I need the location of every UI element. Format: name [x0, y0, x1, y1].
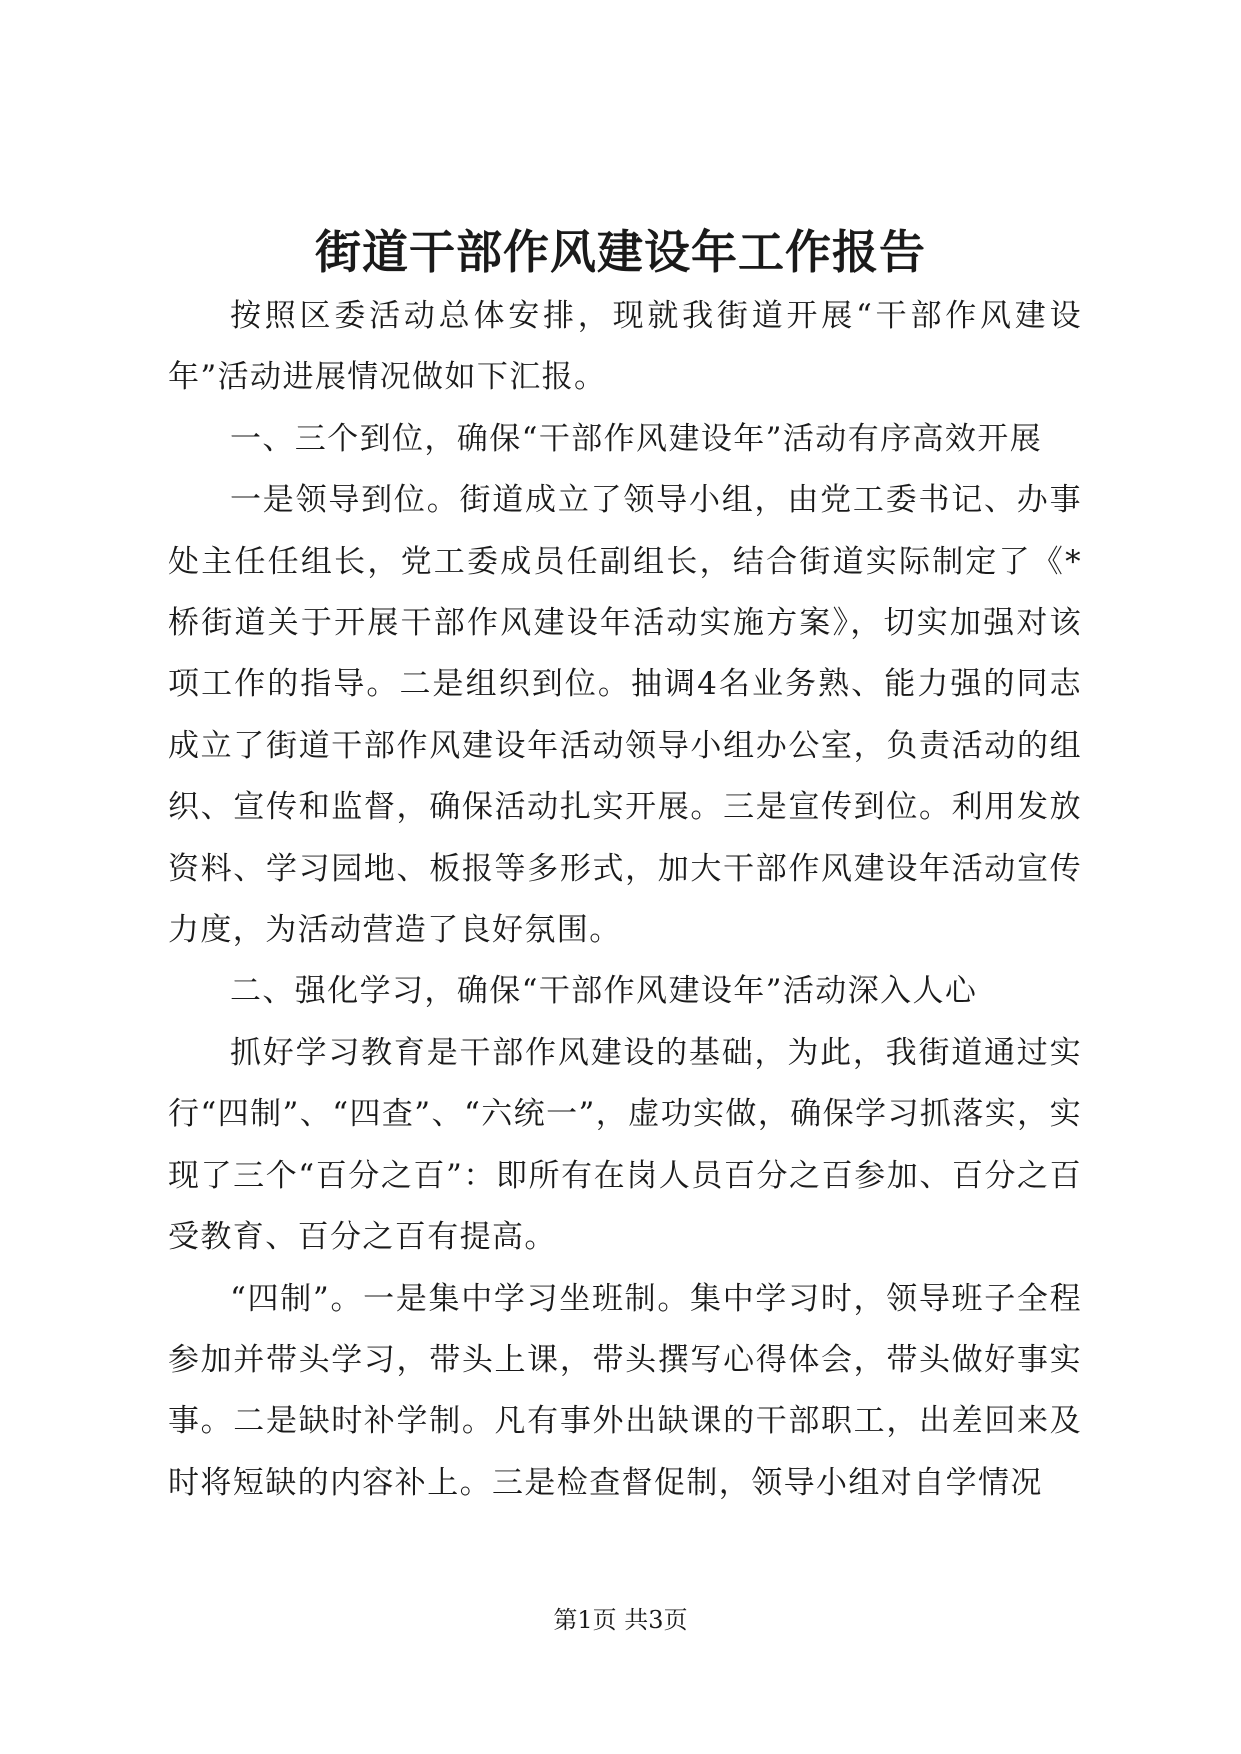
document-title: 街道干部作风建设年工作报告: [315, 225, 926, 279]
paragraph-intro: 按照区委活动总体安排，现就我街道开展“干部作风建设年”活动进展情况做如下汇报。: [168, 298, 1082, 396]
paragraph-four-systems: “四制”。一是集中学习坐班制。集中学习时，领导班子全程参加并带头学习，带头上课，带头撰写心得体会，带头做好事实事。二是缺时补学制。凡有事外出缺课的干部职工，出差回来及时将短缺的内容补上。三是检查督促制，领导小组对自学情况: [168, 1280, 1082, 1501]
page-number-footer: 第1页 共3页: [553, 1606, 688, 1634]
section-heading-1: 一、三个到位，确保“干部作风建设年”活动有序高效开展: [230, 420, 1043, 457]
paragraph-leadership: 一是领导到位。街道成立了领导小组，由党工委书记、办事处主任任组长，党工委成员任副组长，结合街道实际制定了《*桥街道关于开展干部作风建设年活动实施方案》，切实加强对该项工作的指导。二是组织到位。抽调4名业务熟、能力强的同志成立了街道干部作风建设年活动领导小组办公室，负责活动的组织、宣传和监督，确保活动扎实开展。三是宣传到位。利用发放资料、学习园地、板报等多形式，加大干部作风建设年活动宣传力度，为活动营造了良好氛围。: [168, 482, 1082, 949]
document-body: [168, 286, 1082, 1514]
paragraph-study: 抓好学习教育是干部作风建设的基础，为此，我街道通过实行“四制”、“四查”、“六统一”，虚功实做，确保学习抓落实，实现了三个“百分之百”：即所有在岗人员百分之百参加、百分之百受教育、百分之百有提高。: [168, 1034, 1082, 1256]
section-heading-2: 二、强化学习，确保“干部作风建设年”活动深入人心: [230, 973, 978, 1010]
